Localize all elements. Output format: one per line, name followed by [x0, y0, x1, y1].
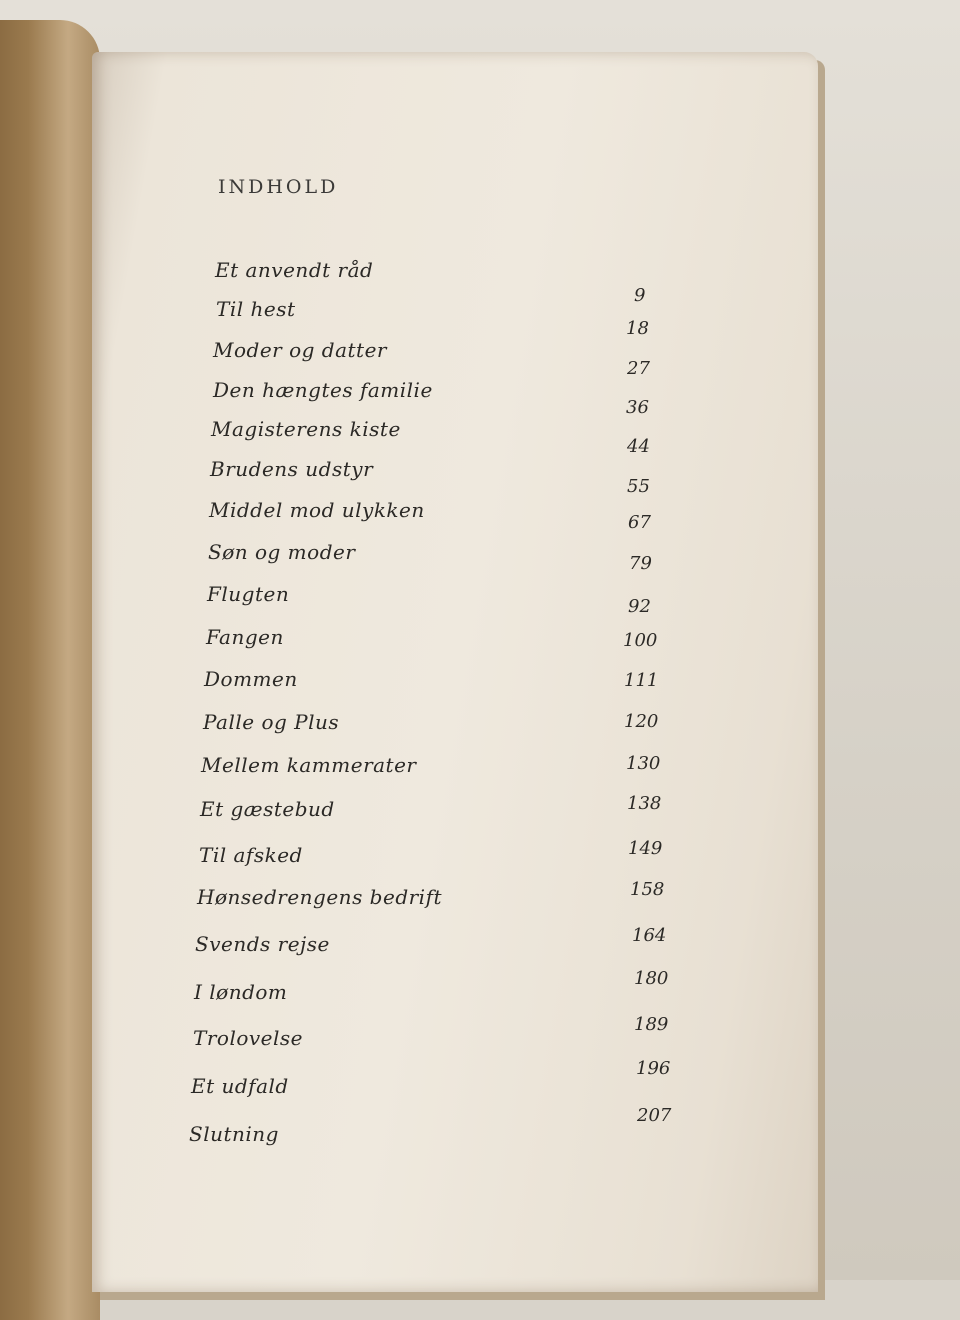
toc-entry-title: Flugten: [207, 582, 290, 606]
toc-entry-title: Brudens udstyr: [210, 457, 374, 481]
toc-entry-page: 130: [626, 753, 661, 774]
toc-entry-title: Mellem kammerater: [201, 753, 417, 777]
toc-title: INDHOLD: [218, 176, 339, 198]
toc-entry-page: 138: [627, 793, 662, 814]
toc-entry-page: 44: [627, 436, 650, 457]
toc-entry-title: Til hest: [216, 297, 296, 321]
toc-entry-page: 100: [623, 630, 658, 651]
toc-entry-page: 149: [628, 838, 663, 859]
toc-entry-title: Moder og datter: [213, 338, 387, 362]
toc-entry-page: 207: [637, 1105, 672, 1126]
toc-entry-page: 67: [628, 512, 651, 533]
toc-entry-title: Hønsedrengens bedrift: [197, 885, 443, 909]
toc-entry-title: Slutning: [189, 1122, 279, 1146]
toc-entry-page: 55: [627, 476, 650, 497]
toc-entry-page: 164: [632, 925, 667, 946]
toc-entry-title: Et anvendt råd: [215, 258, 374, 282]
toc-entry-page: 9: [634, 285, 646, 306]
toc-entry-title: Et udfald: [191, 1074, 289, 1098]
toc-entry-page: 92: [628, 596, 651, 617]
toc-entry-title: Til afsked: [199, 843, 303, 867]
toc-entry-page: 36: [626, 397, 649, 418]
toc-entry-title: Trolovelse: [193, 1026, 304, 1050]
toc-entry-title: Den hængtes familie: [213, 378, 433, 402]
toc-entry-page: 79: [629, 553, 652, 574]
toc-entry-title: Magisterens kiste: [211, 417, 401, 441]
toc-entry-title: Middel mod ulykken: [209, 498, 425, 522]
toc-entry-title: Palle og Plus: [203, 710, 340, 734]
toc-entry-title: Dommen: [204, 667, 298, 691]
toc-entry-page: 180: [634, 968, 669, 989]
toc-entry-page: 120: [624, 711, 659, 732]
toc-entry-page: 111: [624, 670, 659, 691]
toc-entry-page: 18: [626, 318, 649, 339]
toc-entry-title: Søn og moder: [208, 540, 356, 564]
toc-entry-title: I løndom: [194, 980, 288, 1004]
toc-entry-page: 27: [627, 358, 650, 379]
toc-entry-page: 158: [630, 879, 665, 900]
toc-entry-title: Et gæstebud: [200, 797, 335, 821]
toc-entry-title: Fangen: [206, 625, 284, 649]
toc-entry-title: Svends rejse: [195, 932, 330, 956]
toc-entry-page: 196: [636, 1058, 671, 1079]
toc-entry-page: 189: [634, 1014, 669, 1035]
